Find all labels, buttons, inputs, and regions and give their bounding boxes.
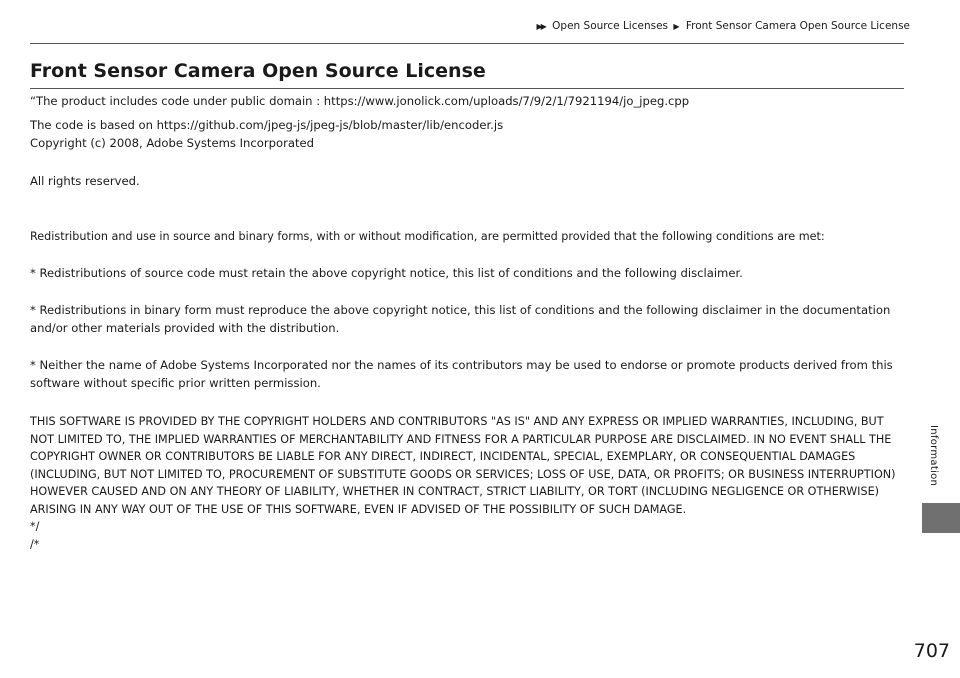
breadcrumb-separator-icon: ▶ <box>673 22 680 31</box>
condition-1-text: * Redistributions of source code must retain the above copyright notice, this list of conditions and the following disclaimer. <box>30 266 743 280</box>
condition-2-text: * Redistributions in binary form must reproduce the above copyright notice, this list of conditions and the following disclaimer in the documentation and/or other materials provided with the distribution. <box>30 303 891 335</box>
intro-paragraph <box>30 93 910 111</box>
rights-paragraph <box>30 173 910 191</box>
source-line: The code is based on https://github.com/jpeg-js/jpeg-js/blob/master/lib/encoder.js <box>30 118 504 132</box>
condition-2-paragraph <box>30 302 910 337</box>
intro-text: “The product includes code under public domain : https://www.jonolick.com/uploads/7/9/2/1/7921194/jo_jpeg.cpp <box>30 94 690 108</box>
breadcrumb <box>520 20 910 32</box>
redistribution-text: Redistribution and use in source and binary forms, with or without modification, are permitted provided that the following conditions are met: <box>30 230 825 243</box>
page-title: Front Sensor Camera Open Source License <box>30 60 486 82</box>
header-divider <box>30 43 904 44</box>
rights-text: All rights reserved. <box>30 174 140 188</box>
page-number: 707 <box>913 640 950 662</box>
disclaimer-paragraph <box>30 413 910 553</box>
disclaimer-text: THIS SOFTWARE IS PROVIDED BY THE COPYRIGHT HOLDERS AND CONTRIBUTORS "AS IS" AND ANY EXPRESS OR IMPLIED WARRANTIES, INCLUDING, BUT NOT LIMITED TO, THE IMPLIED WARRANTIES OF MERCHANTABILITY AND FITNESS FOR A PARTICULAR PURPOSE ARE DISCLAIMED. IN NO EVENT SHALL THE COPYRIGHT OWNER OR CONTRIBUTORS BE LIABLE FOR ANY DIRECT, INDIRECT, INCIDENTAL, SPECIAL, EXEMPLARY, OR CONSEQUENTIAL DAMAGES (INCLUDING, BUT NOT LIMITED TO, PROCUREMENT OF SUBSTITUTE GOODS OR SERVICES; LOSS OF USE, DATA, OR PROFITS; OR BUSINESS INTERRUPTION) HOWEVER CAUSED AND ON ANY THEORY OF LIABILITY, WHETHER IN CONTRACT, STRICT LIABILITY, OR TORT (INCLUDING NEGLIGENCE OR OTHERWISE) ARISING IN ANY WAY OUT OF THE USE OF THIS SOFTWARE, EVEN IF ADVISED OF THE POSSIBILITY OF SUCH DAMAGE. <box>30 415 896 516</box>
copyright-line: Copyright (c) 2008, Adobe Systems Incorporated <box>30 135 314 150</box>
condition-3-paragraph <box>30 357 910 392</box>
breadcrumb-item-current: Front Sensor Camera Open Source License <box>685 20 910 32</box>
breadcrumb-arrow-icon: ▶▶ <box>536 22 545 31</box>
breadcrumb-item-licenses[interactable]: Open Source Licenses <box>552 20 669 32</box>
section-tab-label: Information <box>928 425 939 487</box>
title-divider <box>30 88 904 89</box>
condition-3-text: * Neither the name of Adobe Systems Incorporated nor the names of its contributors may be used to endorse or promote products derived from this software without specific prior written permission. <box>30 358 893 390</box>
section-tab-marker[interactable] <box>922 503 960 533</box>
condition-1-paragraph <box>30 265 910 283</box>
comment-close: */ <box>30 520 40 533</box>
redistribution-paragraph <box>30 228 910 246</box>
source-paragraph <box>30 117 910 152</box>
comment-open: /* <box>30 537 40 551</box>
